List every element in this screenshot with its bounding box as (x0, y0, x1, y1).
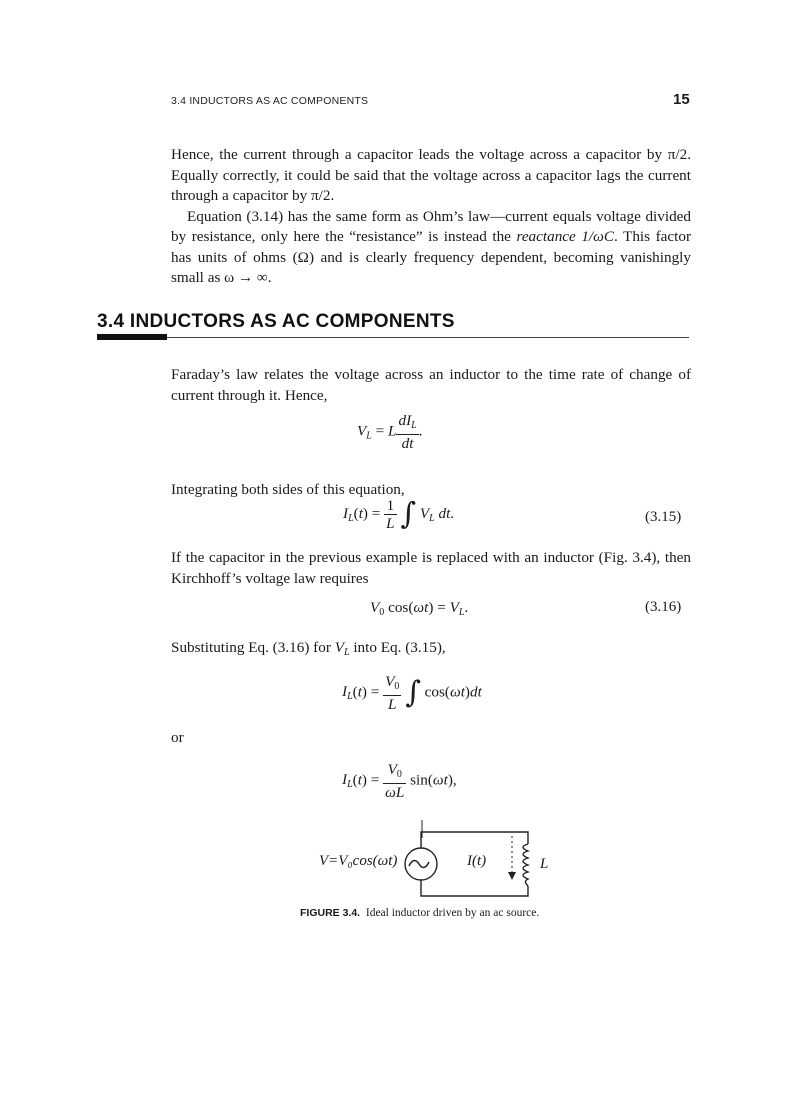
equation-faraday: $V_L = L$ $\frac{dI_L}{dt}$ . (357, 412, 423, 452)
intro-paragraph-1: Hence, the current through a capacitor leads the voltage across a capacitor by π/2. Equally correctly, it could be said that the voltage across a capacitor lags the current through a capacitor by π/2. (171, 146, 691, 204)
page-number: 15 (673, 91, 690, 108)
wire-top (421, 832, 528, 848)
equation-3-16: $V_0$ $\cos(\omega t) = V_L$. (370, 599, 469, 618)
or-text: or (171, 729, 184, 746)
faraday-paragraph: Faraday’s law relates the voltage across an inductor to the time rate of change of current through it. Hence, (171, 366, 691, 404)
equation-3-16-label: (3.16) (645, 599, 682, 615)
section-rule-bar (97, 334, 167, 340)
intro-paragraph-2: Equation (3.14) has the same form as Ohm’s law—current equals voltage divided by resistance, only here the “resistance” is instead the reactance 1/ωC. This factor has units of ohms (Ω) and is clearly frequency dependent, becoming vanishingly small as ω → ∞. (171, 207, 692, 286)
substituting-paragraph: Substituting Eq. (3.16) for $V_L$ into Eq. (3.15), (171, 639, 446, 658)
source-label: V=V₀cos(ωt) (319, 853, 398, 869)
inductor-label: L (540, 856, 549, 872)
inductor-coil-icon (523, 844, 528, 886)
current-arrow-icon (508, 872, 516, 880)
equation-3-15: $I_L(t)$ = $\frac{1}{L}$ ∫ $V_L$ dt. (343, 496, 455, 532)
equation-substitution: $I_L(t)$ = $\frac{V_0}{L}$ ∫ cos(ωt)dt (342, 673, 482, 713)
integrating-paragraph: Integrating both sides of this equation, (171, 481, 405, 498)
caption-text: Ideal inductor driven by an ac source. (365, 907, 540, 919)
figure-caption (300, 906, 560, 921)
section-rule (97, 337, 689, 338)
equation-3-15-label: (3.15) (645, 509, 682, 525)
replaced-paragraph: If the capacitor in the previous example is replaced with an inductor (Fig. 3.4), then Kirchhoff’s voltage law requires (171, 549, 691, 587)
running-head: 3.4 INDUCTORS AS AC COMPONENTS (171, 95, 369, 107)
equation-final: $I_L(t)$ = $\frac{V_0}{\omega L}$ sin(ωt), (342, 761, 457, 801)
caption-label: FIGURE 3.4. (300, 907, 361, 919)
wire-bottom (421, 880, 528, 896)
section-heading: 3.4 INDUCTORS AS AC COMPONENTS (97, 311, 455, 332)
current-label: I(t) (467, 853, 487, 869)
intro-text (171, 145, 691, 289)
